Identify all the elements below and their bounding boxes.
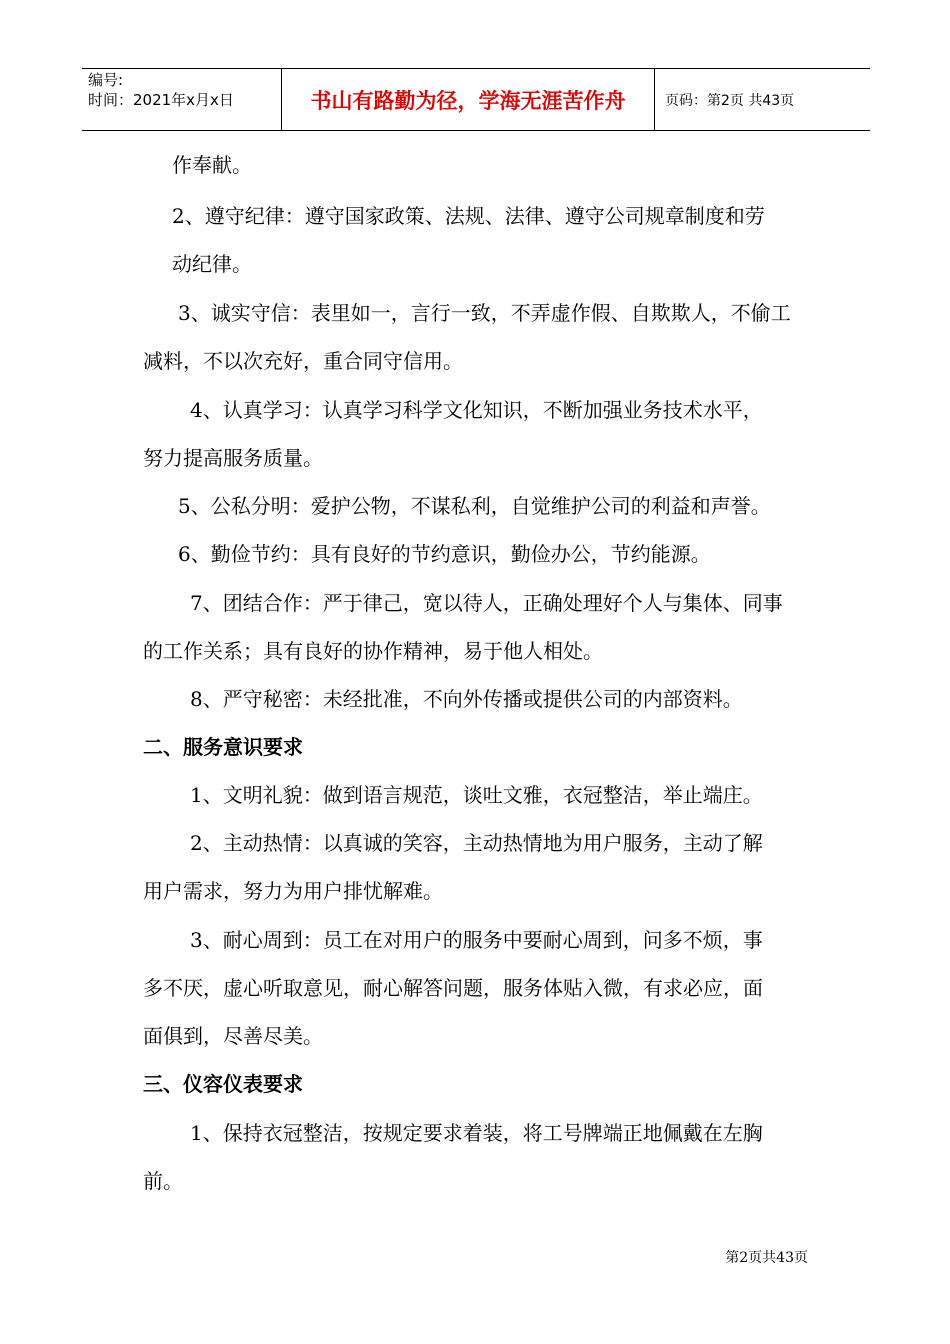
paragraph-line: 动纪律。 bbox=[172, 252, 252, 276]
paragraph-line: 1、文明礼貌：做到语言规范，谈吐文雅，衣冠整洁，举止端庄。 bbox=[190, 783, 763, 807]
paragraph-line: 5、公私分明：爱护公物，不谋私利，自觉维护公司的利益和声誉。 bbox=[178, 494, 771, 518]
header-motto: 书山有路勤为径，学海无涯苦作舟 bbox=[282, 69, 655, 130]
paragraph-line: 努力提高服务质量。 bbox=[143, 446, 323, 470]
paragraph-line: 4、认真学习：认真学习科学文化知识，不断加强业务技术水平， bbox=[190, 398, 763, 422]
paragraph-line: 的工作关系；具有良好的协作精神，易于他人相处。 bbox=[143, 639, 603, 663]
document-date-label: 时间：2021年x月x日 bbox=[88, 91, 234, 109]
document-number-label: 编号: bbox=[88, 71, 124, 89]
section-heading-service: 二、服务意识要求 bbox=[143, 735, 303, 759]
footer-page-number: 第2页共43页 bbox=[725, 1250, 808, 1266]
paragraph-line: 作奉献。 bbox=[172, 153, 252, 177]
paragraph-line: 8、严守秘密：未经批准，不向外传播或提供公司的内部资料。 bbox=[190, 687, 743, 711]
paragraph-line: 前。 bbox=[143, 1169, 183, 1193]
paragraph-line: 6、勤俭节约：具有良好的节约意识，勤俭办公，节约能源。 bbox=[178, 542, 711, 566]
section-heading-appearance: 三、仪容仪表要求 bbox=[143, 1072, 303, 1096]
paragraph-line: 1、保持衣冠整洁，按规定要求着装，将工号牌端正地佩戴在左胸 bbox=[190, 1121, 763, 1145]
paragraph-line: 7、团结合作：严于律己，宽以待人，正确处理好个人与集体、同事 bbox=[190, 591, 783, 615]
paragraph-line: 面俱到，尽善尽美。 bbox=[143, 1024, 323, 1048]
paragraph-line: 减料，不以次充好，重合同守信用。 bbox=[143, 349, 463, 373]
paragraph-line: 2、遵守纪律：遵守国家政策、法规、法律、遵守公司规章制度和劳 bbox=[172, 204, 765, 228]
paragraph-line: 3、诚实守信：表里如一，言行一致，不弄虚作假、自欺欺人，不偷工 bbox=[178, 301, 791, 325]
paragraph-line: 2、主动热情：以真诚的笑容，主动热情地为用户服务，主动了解 bbox=[190, 831, 763, 855]
paragraph-line: 3、耐心周到：员工在对用户的服务中要耐心周到，问多不烦，事 bbox=[190, 928, 763, 952]
paragraph-line: 用户需求，努力为用户排忧解难。 bbox=[143, 879, 443, 903]
paragraph-line: 多不厌，虚心听取意见，耐心解答问题，服务体贴入微，有求必应，面 bbox=[143, 976, 763, 1000]
header-page-number: 页码：第2页 共43页 bbox=[665, 92, 795, 109]
